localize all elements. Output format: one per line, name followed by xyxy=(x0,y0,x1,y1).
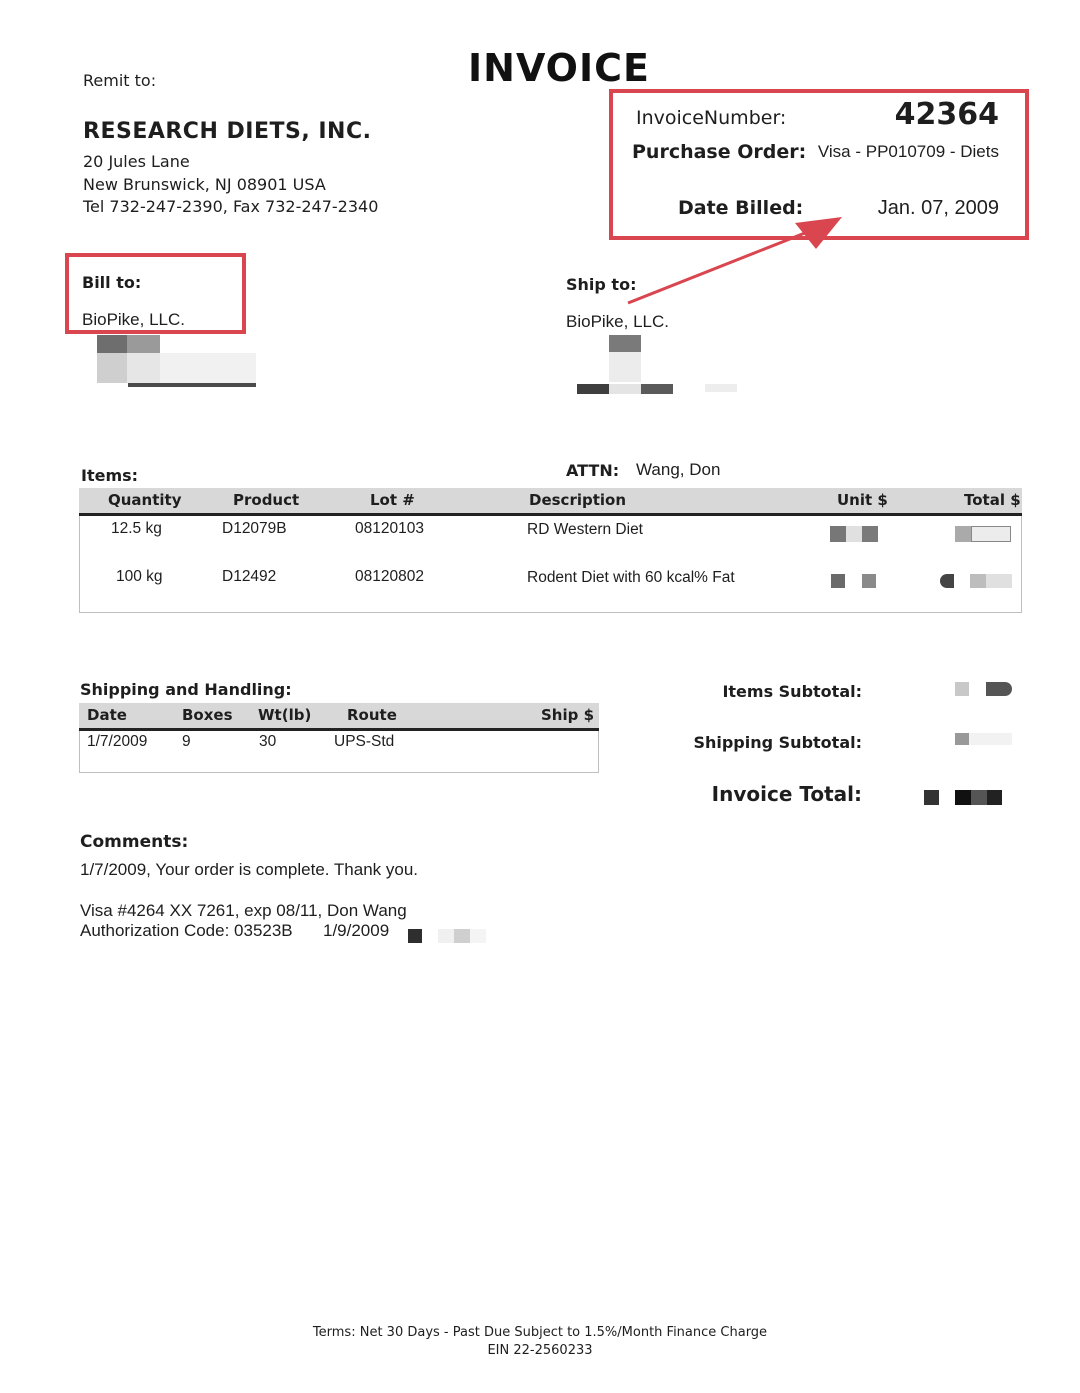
redacted-block xyxy=(641,384,673,394)
row-lot: 08120103 xyxy=(355,520,424,537)
comment-line-2: Visa #4264 XX 7261, exp 08/11, Don Wang xyxy=(80,901,407,920)
redacted-block xyxy=(470,929,486,943)
col-weight: Wt(lb) xyxy=(258,706,312,724)
redacted-price xyxy=(986,574,1012,588)
redacted-price xyxy=(970,574,986,588)
col-unit-price: Unit $ xyxy=(837,491,888,509)
attn-label: ATTN: xyxy=(566,461,620,480)
date-billed-value: Jan. 07, 2009 xyxy=(877,197,999,219)
col-ship-price: Ship $ xyxy=(541,706,595,724)
redacted-block xyxy=(577,384,609,394)
redacted-price xyxy=(986,682,1012,696)
col-lot: Lot # xyxy=(370,491,415,509)
ship-to-label: Ship to: xyxy=(566,275,637,294)
remit-city: New Brunswick, NJ 08901 USA xyxy=(83,174,326,194)
redacted-block xyxy=(438,929,454,943)
redacted-price xyxy=(987,790,1002,805)
redacted-price xyxy=(969,733,1012,745)
redacted-price xyxy=(862,574,876,588)
comment-authorization: Authorization Code: 03523B xyxy=(80,921,293,940)
bill-to-label: Bill to: xyxy=(82,273,142,292)
purchase-order-value: Visa - PP010709 - Diets xyxy=(817,142,999,161)
items-subtotal-label: Items Subtotal: xyxy=(722,682,862,701)
remit-phone: Tel 732-247-2390, Fax 732-247-2340 xyxy=(83,197,379,216)
redacted-price xyxy=(971,790,987,805)
redacted-block xyxy=(454,929,470,943)
row-boxes: 9 xyxy=(182,733,191,750)
col-date: Date xyxy=(87,706,127,724)
redacted-price xyxy=(862,526,878,542)
row-date: 1/7/2009 xyxy=(87,733,148,750)
redacted-price xyxy=(831,574,845,588)
comment-auth-date: 1/9/2009 xyxy=(323,921,390,940)
redacted-block xyxy=(609,352,641,382)
redacted-block xyxy=(97,353,127,383)
remit-street: 20 Jules Lane xyxy=(83,152,190,171)
row-description: Rodent Diet with 60 kcal% Fat xyxy=(527,569,735,586)
invoice-number-label: InvoiceNumber: xyxy=(636,107,787,129)
redacted-price xyxy=(971,526,1011,542)
invoice-number: 42364 xyxy=(894,97,999,132)
row-quantity: 12.5 kg xyxy=(111,520,162,537)
comment-line-1: 1/7/2009, Your order is complete. Thank you. xyxy=(80,860,419,879)
redacted-price xyxy=(846,526,862,542)
row-lot: 08120802 xyxy=(355,568,424,585)
redacted-price xyxy=(955,682,969,696)
remit-to-label: Remit to: xyxy=(83,71,157,90)
comments-label: Comments: xyxy=(80,832,189,852)
redacted-price xyxy=(955,733,969,745)
redacted-block xyxy=(705,384,737,392)
shipping-subtotal-label: Shipping Subtotal: xyxy=(693,733,862,752)
col-route: Route xyxy=(347,706,397,724)
company-name: RESEARCH DIETS, INC. xyxy=(83,119,372,144)
invoice-title: INVOICE xyxy=(468,46,650,90)
redacted-block xyxy=(609,384,641,394)
row-description: RD Western Diet xyxy=(527,521,643,538)
row-quantity: 100 kg xyxy=(116,568,163,585)
invoice-total-label: Invoice Total: xyxy=(711,782,862,806)
redacted-price xyxy=(955,526,971,542)
col-total-price: Total $ xyxy=(964,491,1021,509)
purchase-order-label: Purchase Order: xyxy=(632,141,807,163)
col-quantity: Quantity xyxy=(108,491,182,509)
bill-to-name: BioPike, LLC. xyxy=(82,310,185,329)
shipping-table-body xyxy=(79,731,599,773)
row-product: D12079B xyxy=(222,520,287,537)
items-table-header xyxy=(79,488,1022,516)
items-label: Items: xyxy=(81,466,139,485)
col-description: Description xyxy=(529,491,627,509)
col-product: Product xyxy=(233,491,300,509)
row-route: UPS-Std xyxy=(334,733,395,750)
row-product: D12492 xyxy=(222,568,277,585)
redacted-block xyxy=(97,335,127,353)
redacted-price xyxy=(924,790,939,805)
redacted-block xyxy=(609,335,641,352)
redacted-price xyxy=(955,790,971,805)
col-boxes: Boxes xyxy=(182,706,233,724)
row-weight: 30 xyxy=(259,733,277,750)
shipping-label: Shipping and Handling: xyxy=(80,680,292,699)
ship-to-name: BioPike, LLC. xyxy=(566,312,669,331)
shipping-table-header xyxy=(79,703,599,731)
redacted-block xyxy=(128,383,256,387)
redacted-price xyxy=(940,574,954,588)
ein-line: EIN 22-2560233 xyxy=(487,1343,593,1358)
redacted-price xyxy=(830,526,846,542)
remit-address xyxy=(83,151,378,219)
date-billed-label: Date Billed: xyxy=(678,197,804,219)
redacted-block xyxy=(408,929,422,943)
redacted-block xyxy=(127,335,160,353)
redacted-block xyxy=(160,353,256,383)
attn-name: Wang, Don xyxy=(636,460,721,479)
redacted-block xyxy=(127,353,160,383)
terms-line: Terms: Net 30 Days - Past Due Subject to 1.5%/Month Finance Charge xyxy=(312,1325,768,1340)
items-table-body xyxy=(79,516,1022,613)
annotation-arrow xyxy=(620,205,850,310)
